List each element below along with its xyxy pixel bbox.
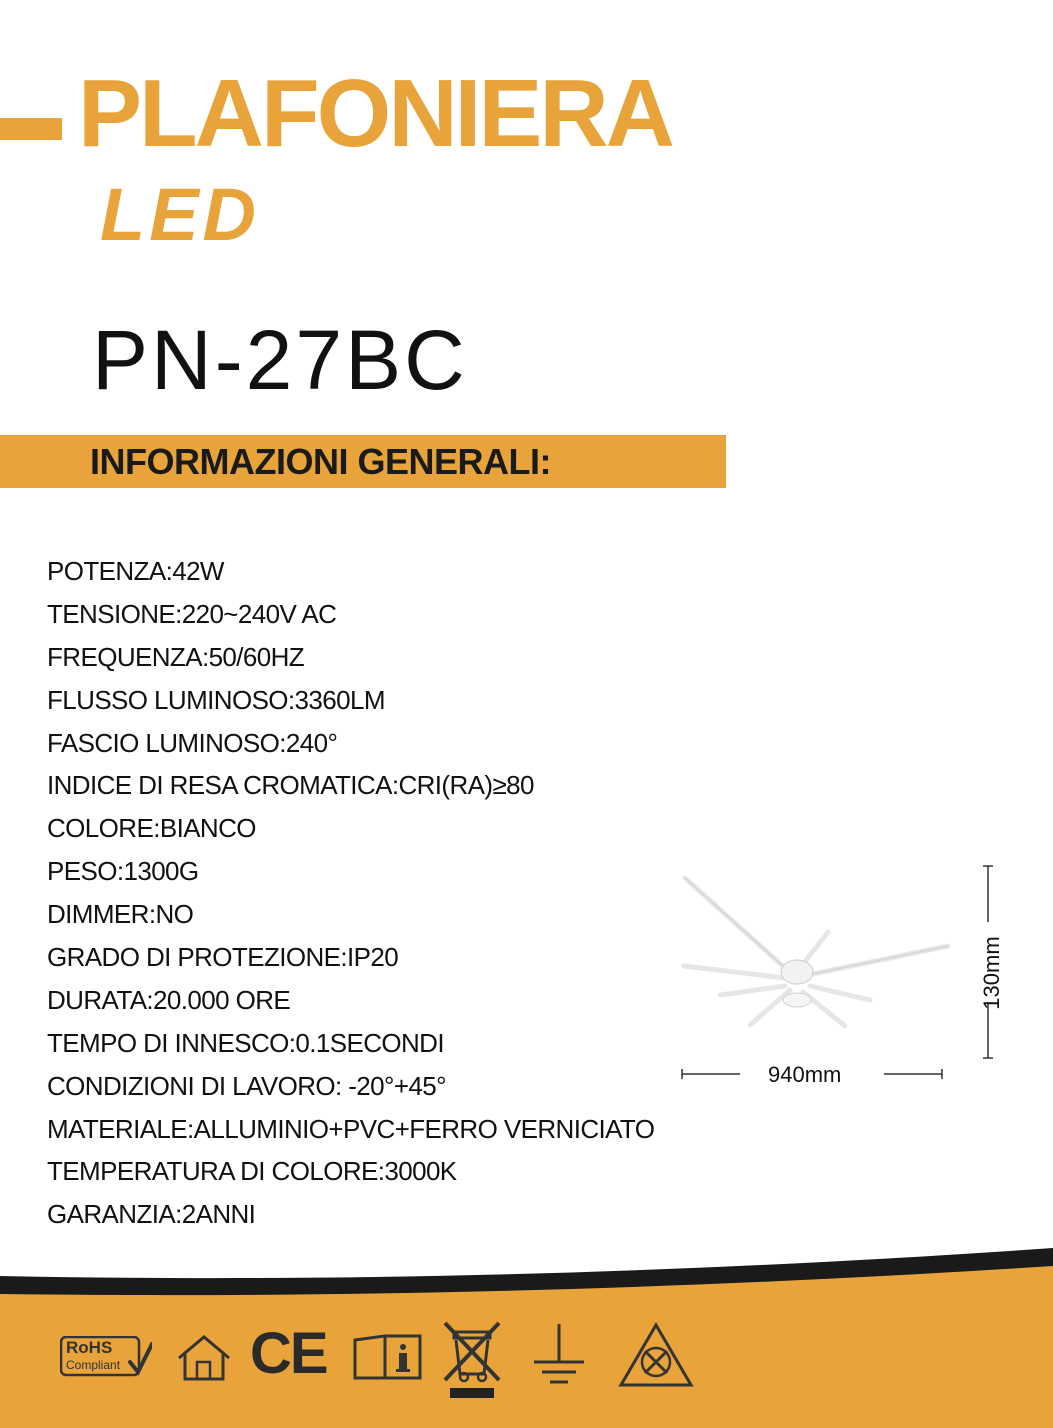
spec-item: INDICE DI RESA CROMATICA:CRI(RA)≥80 [47,770,534,801]
model-number: PN-27BC [92,313,468,407]
ce-mark-icon: CE [250,1321,327,1386]
indoor-use-icon [175,1334,233,1382]
height-dimension: 130mm [979,936,1004,1010]
rohs-sublabel: Compliant [66,1358,121,1372]
no-insulation-cover-icon [618,1322,694,1388]
spec-item: FREQUENZA:50/60HZ [47,641,305,672]
lamp-illustration [670,850,970,1050]
spec-item: FASCIO LUMINOSO:240° [47,727,338,758]
spec-item: POTENZA:42W [47,556,224,586]
read-manual-icon [352,1332,424,1382]
product-title: PLAFONIERA [78,60,672,167]
spec-item: COLORE:BIANCO [47,813,256,844]
spec-item: TENSIONE:220~240V AC [47,598,337,629]
spec-item: TEMPO DI INNESCO:0.1SECONDI [47,1027,444,1058]
spec-item: DURATA:20.000 ORE [47,984,291,1015]
weee-bin-icon [440,1318,504,1400]
rohs-label: RoHS [66,1338,113,1357]
section-header-bar [0,435,726,488]
section-title: INFORMAZIONI GENERALI: [90,441,551,482]
spec-item: CONDIZIONI DI LAVORO: -20°+45° [47,1070,446,1101]
spec-item: DIMMER:NO [47,899,194,930]
spec-item: FLUSSO LUMINOSO:3360LM [47,684,385,715]
product-subtitle: LED [100,173,260,256]
spec-item: TEMPERATURA DI COLORE:3000K [47,1156,457,1187]
spec-item: GARANZIA:2ANNI [47,1199,256,1230]
spec-item: GRADO DI PROTEZIONE:IP20 [47,942,399,973]
spec-item: MATERIALE:ALLUMINIO+PVC+FERRO VERNICIATO [47,1113,655,1144]
footer-band [0,1240,1053,1428]
ground-icon [530,1322,588,1386]
width-dimension: 940mm [768,1062,842,1087]
spec-list [47,554,654,1240]
rohs-icon [60,1336,152,1380]
spec-item: PESO:1300G [47,856,199,887]
accent-dash [0,118,62,140]
